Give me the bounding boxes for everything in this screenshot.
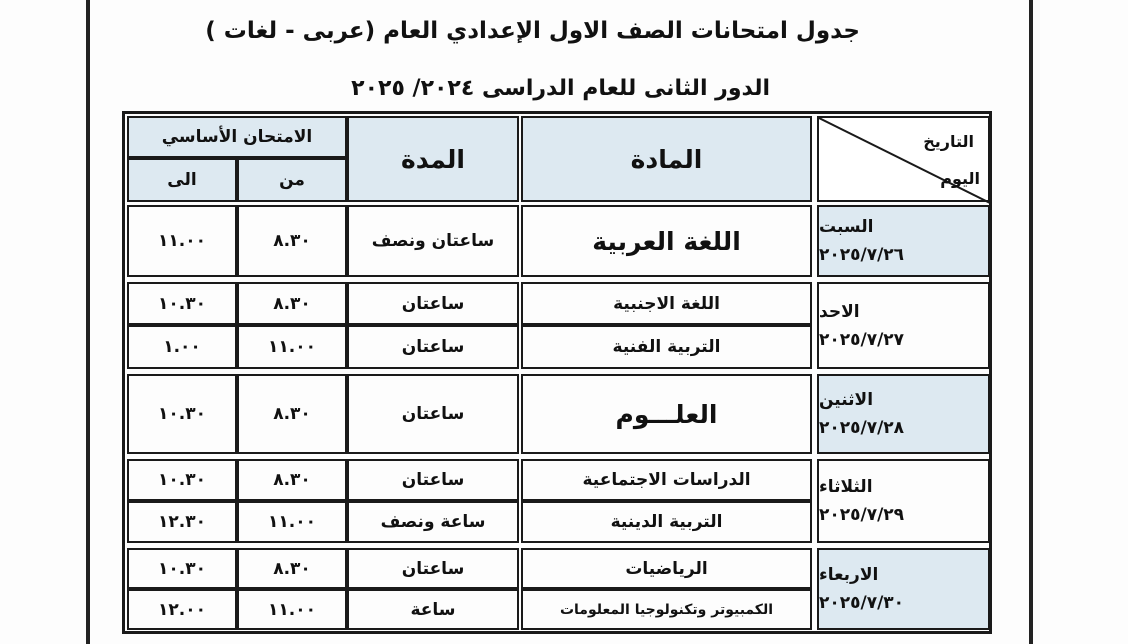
diagonal-divider bbox=[819, 118, 992, 204]
day-cell bbox=[817, 282, 990, 369]
header-duration: المدة bbox=[347, 116, 519, 202]
page-subtitle: الدور الثانى للعام الدراسى ٢٠٢٤/ ٢٠٢٥ bbox=[351, 76, 770, 101]
subject-cell: الكمبيوتر وتكنولوجيا المعلومات bbox=[521, 589, 812, 630]
duration-cell: ساعتان bbox=[347, 459, 519, 501]
subject-cell: الرياضيات bbox=[521, 548, 812, 589]
page-border-right bbox=[1029, 0, 1033, 644]
day-name: الثلاثاء bbox=[819, 477, 873, 497]
from-cell: ١١.٠٠ bbox=[237, 589, 347, 630]
from-cell: ٨.٣٠ bbox=[237, 374, 347, 454]
page-border-left bbox=[86, 0, 90, 644]
duration-cell: ساعة bbox=[347, 589, 519, 630]
from-cell: ٨.٣٠ bbox=[237, 282, 347, 325]
to-cell: ١٠.٣٠ bbox=[127, 282, 237, 325]
duration-cell: ساعتان bbox=[347, 282, 519, 325]
day-cell bbox=[817, 548, 990, 630]
duration-cell: ساعة ونصف bbox=[347, 501, 519, 543]
duration-cell: ساعتان bbox=[347, 548, 519, 589]
from-cell: ٨.٣٠ bbox=[237, 548, 347, 589]
header-from: من bbox=[237, 158, 347, 202]
header-day: اليوم bbox=[940, 169, 980, 188]
from-cell: ١١.٠٠ bbox=[237, 325, 347, 369]
day-date: ٢٠٢٥/٧/٢٨ bbox=[819, 418, 905, 438]
subject-cell: التربية الدينية bbox=[521, 501, 812, 543]
to-cell: ١١.٠٠ bbox=[127, 205, 237, 277]
subject-cell: التربية الفنية bbox=[521, 325, 812, 369]
from-cell: ٨.٣٠ bbox=[237, 459, 347, 501]
from-cell: ١١.٠٠ bbox=[237, 501, 347, 543]
header-exam: الامتحان الأساسي bbox=[127, 116, 347, 158]
day-name: الاثنين bbox=[819, 390, 874, 410]
day-name: الاحد bbox=[819, 301, 860, 322]
subject-cell: العلـــوم bbox=[521, 374, 812, 454]
header-to: الى bbox=[127, 158, 237, 202]
header-date: التاريخ bbox=[923, 132, 974, 151]
day-date: ٢٠٢٥/٧/٢٦ bbox=[819, 245, 905, 265]
duration-cell: ساعتان bbox=[347, 374, 519, 454]
day-date: ٢٠٢٥/٧/٢٩ bbox=[819, 505, 905, 525]
day-name: السبت bbox=[819, 217, 874, 237]
to-cell: ١٠.٣٠ bbox=[127, 459, 237, 501]
day-date: ٢٠٢٥/٧/٣٠ bbox=[819, 593, 905, 613]
subject-cell: اللغة الاجنبية bbox=[521, 282, 812, 325]
day-name: الاربعاء bbox=[819, 565, 879, 585]
day-cell bbox=[817, 459, 990, 543]
header-date-day bbox=[817, 116, 990, 202]
duration-cell: ساعتان ونصف bbox=[347, 205, 519, 277]
page-title: جدول امتحانات الصف الاول الإعدادي العام (عربى - لغات ) bbox=[205, 18, 860, 44]
day-cell bbox=[817, 374, 990, 454]
to-cell: ١٠.٣٠ bbox=[127, 374, 237, 454]
day-date: ٢٠٢٥/٧/٢٧ bbox=[819, 329, 905, 350]
header-subject: المادة bbox=[521, 116, 812, 202]
subject-cell: الدراسات الاجتماعية bbox=[521, 459, 812, 501]
subject-cell: اللغة العربية bbox=[521, 205, 812, 277]
to-cell: ١.٠٠ bbox=[127, 325, 237, 369]
duration-cell: ساعتان bbox=[347, 325, 519, 369]
to-cell: ١٢.٣٠ bbox=[127, 501, 237, 543]
to-cell: ١٠.٣٠ bbox=[127, 548, 237, 589]
day-cell bbox=[817, 205, 990, 277]
from-cell: ٨.٣٠ bbox=[237, 205, 347, 277]
to-cell: ١٢.٠٠ bbox=[127, 589, 237, 630]
